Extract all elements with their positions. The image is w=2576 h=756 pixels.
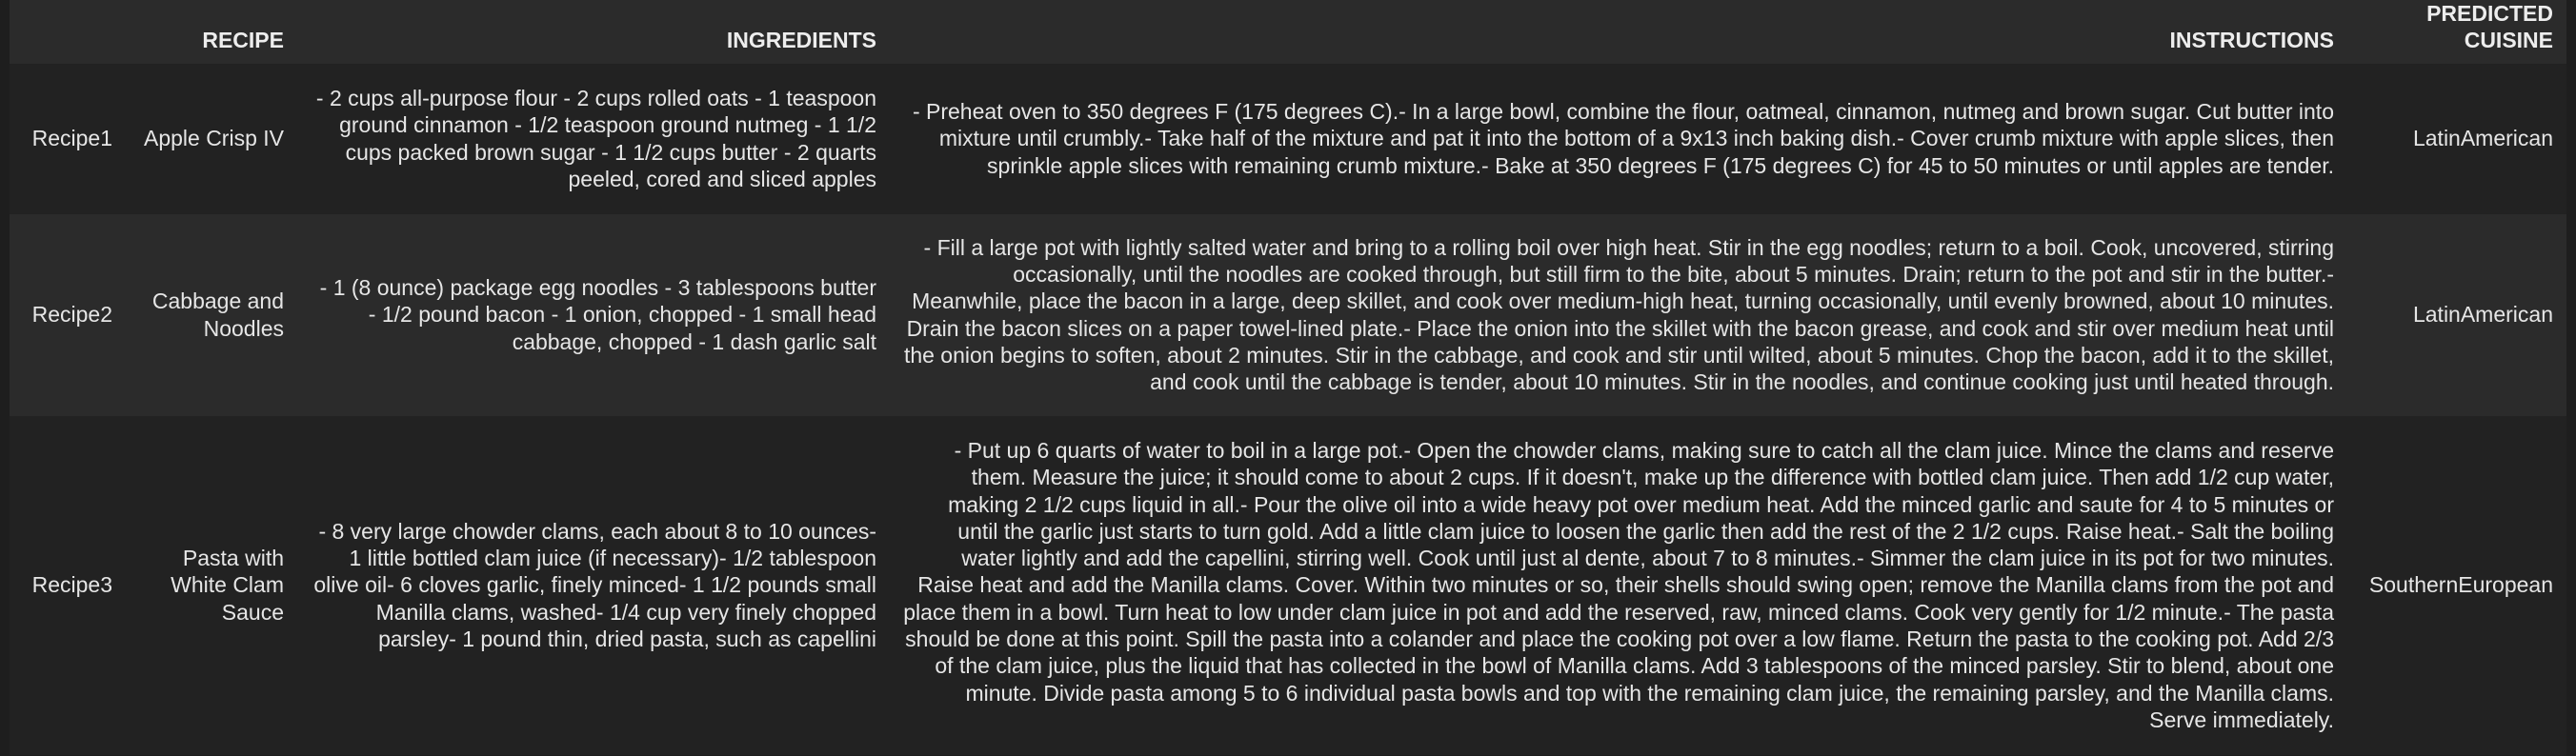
cell-recipe: Apple Crisp IV bbox=[143, 126, 284, 151]
cell-predicted-cuisine: SouthernEuropean bbox=[2368, 572, 2553, 598]
row-index: Recipe2 bbox=[31, 302, 112, 328]
table-row bbox=[10, 416, 2566, 755]
table-row bbox=[10, 64, 2566, 214]
table-body bbox=[10, 64, 2566, 755]
cell-recipe: Pasta with White Clam Sauce bbox=[171, 546, 284, 625]
column-header-predicted-cuisine: PREDICTED CUISINE bbox=[2426, 1, 2553, 53]
header-row bbox=[10, 0, 2566, 64]
row-index: Recipe1 bbox=[31, 126, 112, 151]
cell-ingredients: - 1 (8 ounce) package egg noodles - 3 tablespoons butter - 1/2 pound bacon - 1 onion, chopped - 1 small head cabbage, chopped - 1 dash garlic salt bbox=[319, 275, 876, 354]
cell-recipe: Cabbage and Noodles bbox=[151, 288, 284, 341]
cell-instructions: - Put up 6 quarts of water to boil in a large pot.- Open the chowder clams, making sure to catch all the clam juice. Mince the clams and reserve them. Measure the juice; it should come to about 2 cups. If it doesn't, make up the difference with bottled clam juice. Then add 1/2 cup water, making 2 1/2 cups liquid in all.- Pour the olive oil into a wide heavy pot over medium heat. Add the minced garlic and saute for 4 to 5 minutes or until the garlic just starts to turn gold. Add a little clam juice to loosen the garlic then add the rest of the 2 1/2 cups. Raise heat.- Salt the boiling water lightly and add the capellini, stirring well. Cook until just al dente, about 7 to 8 minutes.- Simmer the clam juice in its pot for two minutes. Raise heat and add the Manilla clams. Cover. Within two minutes or so, their shells should swing open; remove the Manilla clams from the pot and place them in a bowl. Turn heat to low under clam juice in pot and add the reserved, raw, minced clams. Cook very gently for 1/2 minute.- The pasta should be done at this point. Spill the pasta into a colander and place the cooking pot over a low flame. Return the pasta to the cooking pot. Add 2/3 of the clam juice, plus the liquid that has collected in the bowl of Manilla clams. Add 3 tablespoons of the minced parsley. Stir to blend, about one minute. Divide pasta among 5 to 6 individual pasta bowls and top with the remaining clam juice, the remaining parsley, and the Manilla clams. Serve immediately. bbox=[903, 437, 2334, 732]
row-index: Recipe3 bbox=[31, 572, 112, 598]
table-header bbox=[10, 0, 2566, 64]
cell-instructions: - Fill a large pot with lightly salted water and bring to a rolling boil over high heat. Stir in the egg noodles; return to a boil. Cook, uncovered, stirring occasionally, until the noodles are cooked through, but still firm to the bite, about 5 minutes. Drain; return to the pot and stir in the butter.- Meanwhile, place the bacon in a large, deep skillet, and cook over medium-high heat, turning occasionally, until evenly browned, about 10 minutes. Drain the bacon slices on a paper towel-lined plate.- Place the onion into the skillet with the bacon grease, and cook and stir over medium heat until the onion begins to soften, about 2 minutes. Stir in the cabbage, and cook and stir until wilted, about 5 minutes. Chop the bacon, add it to the skillet, and cook until the cabbage is tender, about 10 minutes. Stir in the noodles, and continue cooking just until heated through. bbox=[903, 234, 2334, 395]
cell-ingredients: - 8 very large chowder clams, each about 8 to 10 ounces- 1 little bottled clam juice (if necessary)- 1/2 tablespoon olive oil- 6 cloves garlic, finely minced- 1 1/2 pounds small Manilla clams, washed- 1/4 cup very finely chopped parsley- 1 pound thin, dried pasta, such as capellini bbox=[313, 518, 876, 652]
recipe-table bbox=[10, 0, 2566, 755]
cell-ingredients: - 2 cups all-purpose flour - 2 cups rolled oats - 1 teaspoon ground cinnamon - 1/2 teaspoon ground nutmeg - 1 1/2 cups packed brown sugar - 1 1/2 cups butter - 2 quarts peeled, cored and sliced apples bbox=[315, 86, 876, 191]
cell-predicted-cuisine: LatinAmerican bbox=[2412, 126, 2553, 151]
cell-predicted-cuisine: LatinAmerican bbox=[2412, 302, 2553, 328]
column-header-recipe: RECIPE bbox=[202, 28, 284, 53]
column-header-instructions: INSTRUCTIONS bbox=[2169, 28, 2334, 53]
cell-instructions: - Preheat oven to 350 degrees F (175 degrees C).- In a large bowl, combine the flour, oatmeal, cinnamon, nutmeg and brown sugar. Cut butter into mixture until crumbly.- Take half of the mixture and pat it into the bottom of a 9x13 inch baking dish.- Cover crumb mixture with apple slices, then sprinkle apple slices with remaining crumb mixture.- Bake at 350 degrees F (175 degrees C) for 45 to 50 minutes or until apples are tender. bbox=[912, 99, 2334, 178]
column-header-ingredients: INGREDIENTS bbox=[726, 28, 876, 53]
table-row bbox=[10, 214, 2566, 416]
index-header bbox=[10, 0, 126, 64]
